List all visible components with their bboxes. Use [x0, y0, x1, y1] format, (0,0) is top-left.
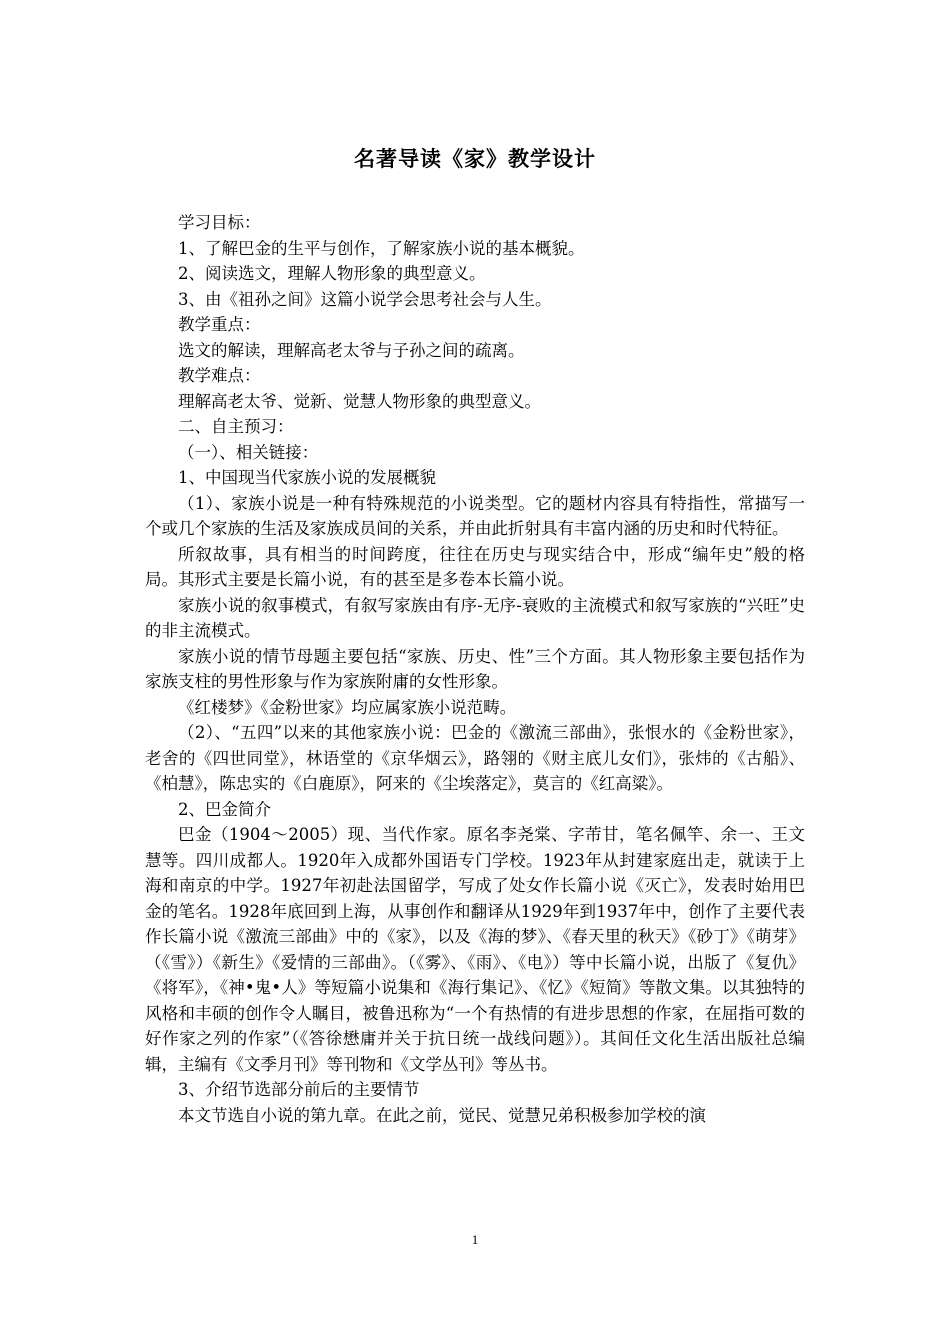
paragraph: 2、巴金简介	[178, 799, 271, 819]
paragraph: 3、由《祖孙之间》这篇小说学会思考社会与人生。	[178, 289, 552, 309]
paragraph: （2）、“五四”以来的其他家族小说：巴金的《激流三部曲》，张恨水的《金粉世家》，老舍的《四世同堂》，林语堂的《京华烟云》，路翎的《财主底儿女们》，张炜的《古船》、《柏慧》，陈忠实的《白鹿原》，阿来的《尘埃落定》，莫言的《红高粱》。	[145, 723, 805, 793]
paragraph: 教学重点：	[178, 315, 261, 334]
paragraph: 1、了解巴金的生平与创作，了解家族小说的基本概貌。	[178, 238, 585, 258]
paragraph: 1、中国现当代家族小说的发展概貌	[178, 468, 436, 487]
paragraph: 学习目标：	[178, 213, 261, 232]
paragraph: 《红楼梦》《金粉世家》均应属家族小说范畴。	[178, 697, 517, 717]
document-body	[145, 210, 805, 1128]
paragraph: 二、自主预习：	[178, 417, 294, 436]
paragraph: 巴金（1904～2005）现、当代作家。原名李尧棠、字芾甘，笔名佩竿、余一、王文慧等。四川成都人。1920年入成都外国语专门学校。1923年从封建家庭出走，就读于上海和南京的中学。1927年初赴法国留学，写成了处女作长篇小说《灭亡》，发表时始用巴金的笔名。1928年底回到上海，从事创作和翻译从1929年到1937年中，创作了主要代表作长篇小说《激流三部曲》中的《家》，以及《海的梦》、《春天里的秋天》《砂丁》《萌芽》（《雪》）《新生》《爱情的三部曲》。（《雾》、《雨》、《电》）等中长篇小说，出版了《复仇》《将军》，《神•鬼•人》等短篇小说集和《海行集记》、《忆》《短简》等散文集。以其独特的风格和丰硕的创作令人瞩目，被鲁迅称为“一个有热情的有进步思想的作家，在屈指可数的好作家之列的作家”（《答徐懋庸并关于抗日统一战线问题》）。其间任文化生活出版社总编辑，主编有《文季月刊》等刊物和《文学丛刊》等丛书。	[145, 825, 805, 1074]
paragraph: 2、阅读选文，理解人物形象的典型意义。	[178, 264, 486, 283]
paragraph: 3、介绍节选部分前后的主要情节	[178, 1080, 420, 1099]
paragraph: 家族小说的情节母题主要包括“家族、历史、性”三个方面。其人物形象主要包括作为家族支柱的男性形象与作为家族附庸的女性形象。	[145, 646, 805, 691]
paragraph: （一）、相关链接：	[178, 442, 319, 462]
paragraph: （1）、家族小说是一种有特殊规范的小说类型。它的题材内容具有特指性，常描写一个或几个家族的生活及家族成员间的关系，并由此折射具有丰富内涵的历史和时代特征。	[145, 493, 805, 538]
paragraph: 选文的解读，理解高老太爷与子孙之间的疏离。	[178, 340, 525, 360]
paragraph: 本文节选自小说的第九章。在此之前，觉民、觉慧兄弟积极参加学校的演	[178, 1105, 706, 1125]
paragraph: 教学难点：	[178, 366, 261, 385]
paragraph: 家族小说的叙事模式，有叙写家族由有序-无序-衰败的主流模式和叙写家族的“兴旺”史的非主流模式。	[145, 595, 805, 640]
document-title: 名著导读《家》教学设计	[354, 147, 596, 171]
paragraph: 所叙故事，具有相当的时间跨度，往往在历史与现实结合中，形成“编年史”般的格局。其形式主要是长篇小说，有的甚至是多卷本长篇小说。	[145, 544, 805, 589]
page-number: 1	[471, 1232, 479, 1247]
paragraph: 理解高老太爷、觉新、觉慧人物形象的典型意义。	[178, 391, 541, 411]
